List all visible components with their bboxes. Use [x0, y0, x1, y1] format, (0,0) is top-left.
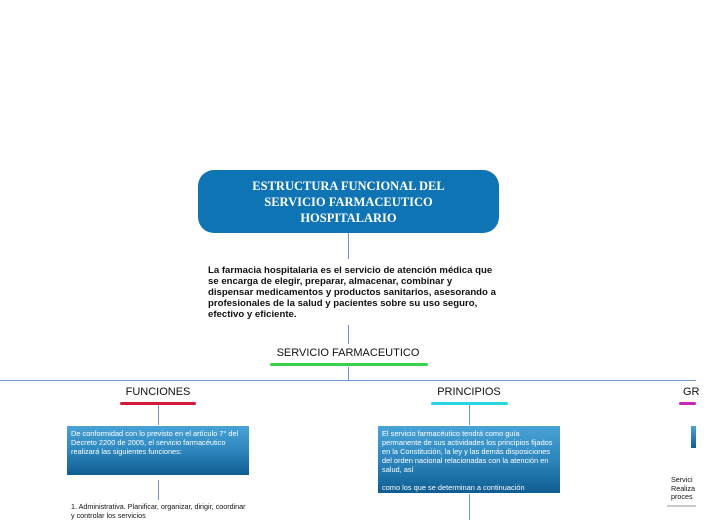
branch-funciones-underline — [120, 402, 196, 405]
description-text: La farmacia hospitalaria es el servicio de atención médica que se encarga de elegir, preparar, almacenar, combinar y dispensar medicamentos y productos sanitarios, asesorando a profesionales de la salud y pacientes sobre su uso seguro, efectivo y eficiente. — [208, 265, 496, 320]
third-item-underline — [667, 505, 696, 507]
branch-principios-underline — [431, 402, 508, 405]
branch-third-underline — [679, 402, 696, 405]
funciones-item-1[interactable]: 1. Administrativa. Planificar, organizar, dirigir, coordinar y controlar los servicios — [71, 502, 246, 520]
connector-root-desc — [348, 233, 349, 259]
third-card-fragment[interactable] — [691, 426, 696, 448]
root-node-title[interactable]: ESTRUCTURA FUNCIONAL DEL SERVICIO FARMACEUTICO HOSPITALARIO — [198, 170, 499, 233]
principios-card[interactable]: El servicio farmacéutico tendrá como guía permanente de sus actividades los principios fijados en la Constitución, la ley y las demás disposiciones del orden nacional relacionadas con la atención en salud, así como los que se determinan a continuación — [378, 426, 560, 493]
connector-funciones-card — [158, 405, 159, 425]
funciones-card[interactable]: De conformidad con lo previsto en el artículo 7° del Decreto 2200 de 2005, el servicio farmacéutico realizará las siguientes funciones: — [67, 426, 249, 475]
connector-principios-card — [469, 405, 470, 425]
branch-funciones-label[interactable]: FUNCIONES — [125, 386, 191, 398]
third-item-text[interactable]: Servici Realiza proces — [671, 475, 695, 501]
hub-underline — [270, 363, 428, 366]
horizontal-bus — [0, 380, 696, 381]
connector-principios-below — [469, 494, 470, 520]
connector-hub-bus — [348, 367, 349, 381]
connector-desc-hub — [348, 325, 349, 344]
hub-node-label[interactable]: SERVICIO FARMACEUTICO — [276, 347, 420, 359]
branch-principios-label[interactable]: PRINCIPIOS — [437, 386, 501, 398]
connector-funciones-item — [158, 480, 159, 500]
branch-third-label[interactable]: GR — [683, 386, 700, 398]
